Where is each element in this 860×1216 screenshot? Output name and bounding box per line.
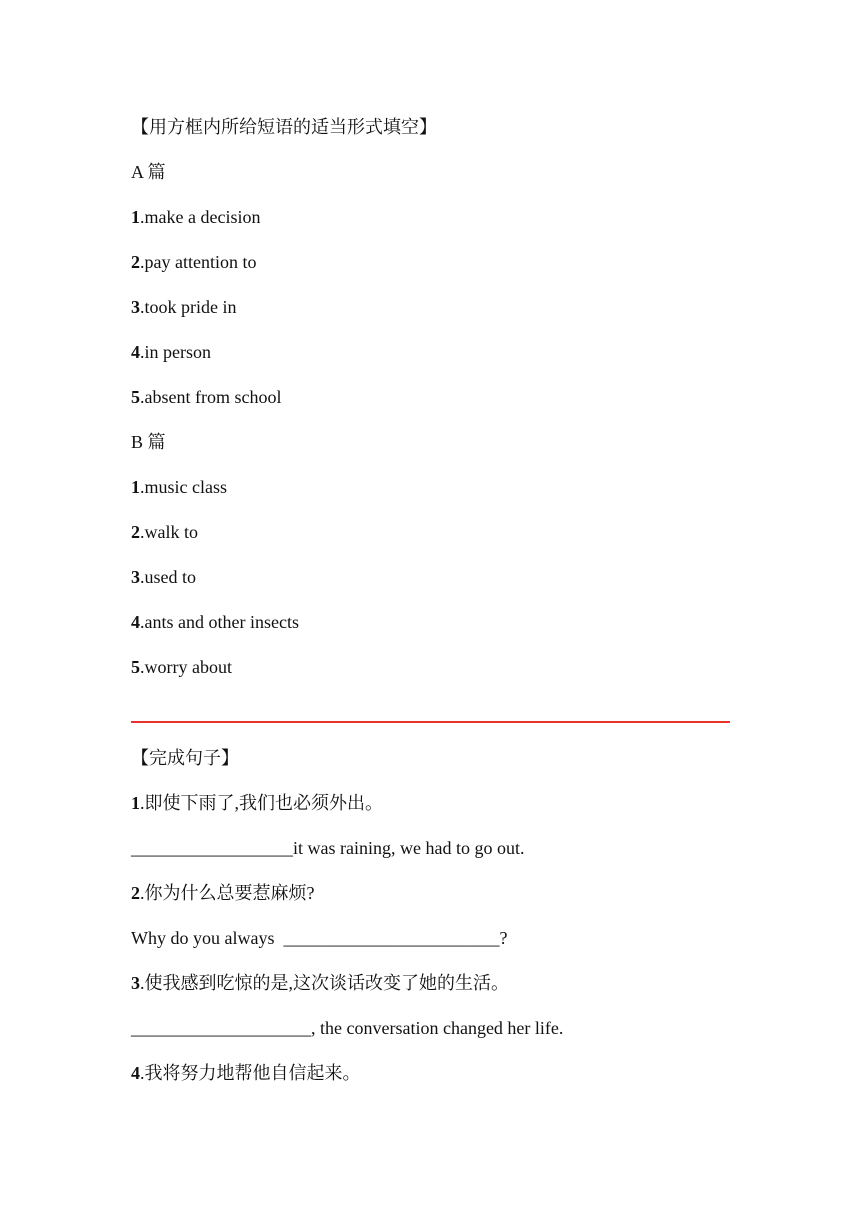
item-number: 2 bbox=[131, 252, 140, 272]
answer-item bbox=[131, 248, 731, 293]
item-text: .in person bbox=[140, 342, 211, 362]
item-text: .walk to bbox=[140, 522, 198, 542]
section-divider bbox=[131, 721, 730, 723]
answer-item bbox=[131, 563, 731, 608]
section-complete-sentences bbox=[131, 744, 771, 1104]
question-cn bbox=[131, 969, 771, 1014]
answer-line bbox=[131, 1014, 771, 1059]
item-number: 1 bbox=[131, 207, 140, 227]
item-text: .used to bbox=[140, 567, 196, 587]
item-number: 1 bbox=[131, 793, 140, 813]
item-number: 5 bbox=[131, 387, 140, 407]
answer-line bbox=[131, 924, 771, 969]
item-text: .make a decision bbox=[140, 207, 261, 227]
part-b-title: B 篇 bbox=[131, 432, 166, 452]
question-cn bbox=[131, 879, 771, 924]
answer-item bbox=[131, 293, 731, 338]
item-number: 4 bbox=[131, 612, 140, 632]
fill-blank[interactable]: ____________________ bbox=[131, 1018, 311, 1038]
item-number: 4 bbox=[131, 342, 140, 362]
item-text: .took pride in bbox=[140, 297, 237, 317]
item-number: 3 bbox=[131, 973, 140, 993]
sentence-start: Why do you always bbox=[131, 928, 284, 948]
answer-item bbox=[131, 518, 731, 563]
answer-item bbox=[131, 338, 731, 383]
answer-item bbox=[131, 608, 731, 653]
question-text: .我将努力地帮他自信起来。 bbox=[140, 1063, 361, 1083]
item-text: .music class bbox=[140, 477, 227, 497]
item-number: 3 bbox=[131, 567, 140, 587]
item-text: .ants and other insects bbox=[140, 612, 299, 632]
item-text: .pay attention to bbox=[140, 252, 257, 272]
section-fill-phrases bbox=[131, 113, 731, 698]
item-number: 2 bbox=[131, 883, 140, 903]
question-cn bbox=[131, 1059, 771, 1104]
item-number: 5 bbox=[131, 657, 140, 677]
sentence-end: , the conversation changed her life. bbox=[311, 1018, 564, 1038]
question-text: .你为什么总要惹麻烦? bbox=[140, 883, 315, 903]
part-a-title: A 篇 bbox=[131, 162, 166, 182]
answer-item bbox=[131, 383, 731, 428]
fill-blank[interactable]: __________________ bbox=[131, 838, 293, 858]
section-heading: 【用方框内所给短语的适当形式填空】 bbox=[131, 117, 437, 137]
item-number: 4 bbox=[131, 1063, 140, 1083]
item-number: 1 bbox=[131, 477, 140, 497]
sentence-end: it was raining, we had to go out. bbox=[293, 838, 525, 858]
question-text: .即使下雨了,我们也必须外出。 bbox=[140, 793, 383, 813]
item-number: 2 bbox=[131, 522, 140, 542]
sentence-end: ? bbox=[499, 928, 508, 948]
answer-item bbox=[131, 653, 731, 698]
answer-line bbox=[131, 834, 771, 879]
fill-blank[interactable]: ________________________ bbox=[283, 928, 500, 948]
answer-item bbox=[131, 203, 731, 248]
item-number: 3 bbox=[131, 297, 140, 317]
question-cn bbox=[131, 789, 771, 834]
item-text: .absent from school bbox=[140, 387, 282, 407]
answer-item bbox=[131, 473, 731, 518]
item-text: .worry about bbox=[140, 657, 232, 677]
section-heading: 【完成句子】 bbox=[131, 748, 239, 768]
question-text: .使我感到吃惊的是,这次谈话改变了她的生活。 bbox=[140, 973, 509, 993]
